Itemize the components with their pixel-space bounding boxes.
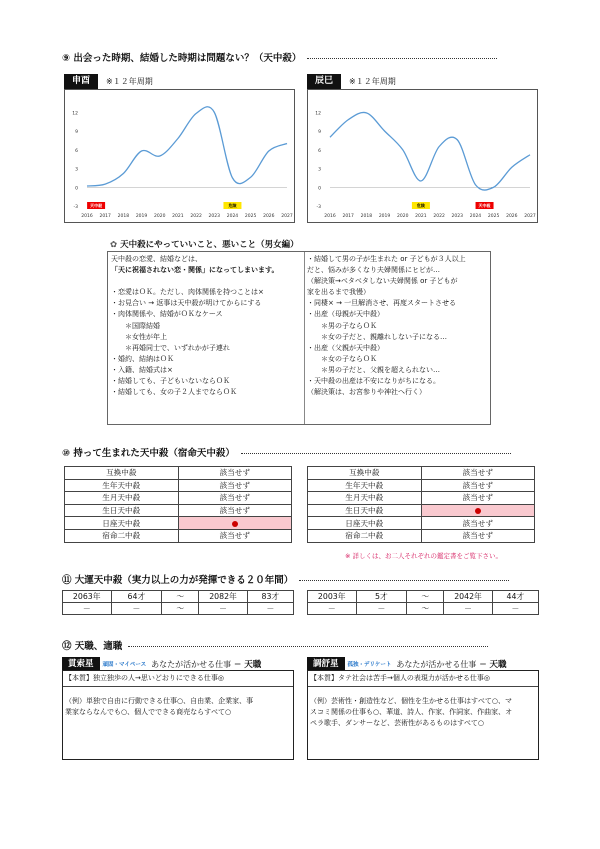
job-example-line: 業家ならなんでも○、個人でできる商売ならすべて○: [65, 708, 232, 716]
advice-line: ・婚約、結納はＯＫ: [111, 354, 174, 363]
table-row: [65, 529, 292, 542]
series-line: [87, 107, 287, 186]
x-tick-label: 2018: [360, 214, 373, 219]
advice-line: ・お見合い → 返事は天中殺が明けてからにする: [111, 299, 262, 308]
advice-left-column: [111, 254, 278, 398]
advice-line: 天中殺の恋愛、結婚などは、: [111, 255, 202, 263]
series-line: [330, 112, 530, 190]
advice-line: ＊男の子だと、父親を超えられない…: [307, 365, 440, 374]
job-right-text: あなたが活かせる仕事 ＝ 天職: [396, 660, 507, 670]
table-row: [65, 517, 292, 530]
x-tick-label: 2017: [342, 214, 354, 219]
x-tick-label: 2024: [226, 214, 239, 219]
job-left-header: [62, 657, 261, 671]
job-right-sub: 孤独・デリケート: [347, 662, 392, 668]
chart-right-note: ※１２年周期: [349, 77, 396, 86]
tenchusatsu-label: [87, 202, 105, 209]
advice-line: ＊女の子ならＯＫ: [307, 354, 377, 363]
x-tick-label: 2021: [415, 214, 427, 219]
tenchusatsu-name: 生年天中殺: [308, 479, 422, 492]
tenchusatsu-value: 該当せず: [421, 529, 535, 542]
advice-line: 家を出るまで我慢）: [307, 288, 370, 297]
advice-line: ・結婚しても、子どもいないならＯＫ: [111, 377, 230, 386]
chart-left: [64, 89, 295, 223]
y-tick-label: -3: [316, 205, 321, 210]
chart-left-tag: 申酉: [64, 74, 98, 89]
advice-line: ＊女性が年上: [111, 332, 167, 341]
table-row: [308, 603, 539, 615]
y-tick-label: 9: [75, 130, 78, 135]
advice-line: ・肉体関係や、結婚がＯＫなケース: [111, 310, 223, 319]
tenchusatsu-name: 生月天中殺: [65, 492, 179, 505]
tenchusatsu-name: 日座天中殺: [65, 517, 179, 530]
y-tick-label: 0: [318, 186, 321, 192]
y-tick-label: 6: [318, 148, 321, 154]
job-example-line: （例）単独で自由に行動できる仕事○、自由業、企業家、事: [65, 697, 254, 705]
tenchusatsu-name: 生日天中殺: [308, 504, 422, 517]
daiun-cell: －: [356, 603, 407, 615]
daiun-cell: 2082年: [199, 591, 248, 603]
advice-line: ・同棲× → 一旦解消させ、再度スタートさせる: [307, 299, 456, 308]
daiun-cell: ～: [407, 603, 444, 615]
y-tick-label: -3: [73, 205, 78, 210]
advice-line: ＊女の子だと、親離れしない子になる…: [307, 332, 447, 341]
job-right-star: 調舒星: [307, 657, 345, 671]
tenchusatsu-value: 該当せず: [421, 517, 535, 530]
tenchusatsu-name: 互換中殺: [308, 467, 422, 480]
tenchusatsu-name: 生年天中殺: [65, 479, 179, 492]
section-9-title: ⑨ 出会った時期、結婚した時期は問題ない？（天中殺）: [62, 50, 497, 64]
tenchusatsu-label: [476, 202, 494, 209]
daiun-cell: －: [308, 603, 357, 615]
x-tick-label: 2027: [281, 214, 293, 219]
daiun-cell: 44才: [492, 591, 538, 603]
table-row: [63, 591, 294, 603]
tenchusatsu-name: 宿命二中殺: [65, 529, 179, 542]
x-tick-label: 2027: [524, 214, 536, 219]
section-11-title: ⑪ 大運天中殺（実力以上の力が発揮できる２０年間）: [62, 572, 509, 586]
x-tick-label: 2024: [469, 214, 482, 219]
detail-note: ※ 詳しくは、お二人それぞれの鑑定書をご覧下さい。: [345, 552, 503, 560]
advice-line: ＊男の子ならＯＫ: [307, 321, 377, 330]
svg-text:天中殺: 天中殺: [90, 203, 103, 209]
birth-tenchusatsu-table-right: [307, 466, 535, 543]
chart-right-header: [307, 74, 396, 89]
birth-tenchusatsu-table-left: [64, 466, 292, 543]
tenchusatsu-value: 該当せず: [421, 492, 535, 505]
daiun-table-right: [307, 590, 539, 615]
job-left-star: 貫索星: [62, 657, 100, 671]
table-row: [65, 467, 292, 480]
daiun-cell: 5才: [356, 591, 407, 603]
y-tick-label: 9: [318, 130, 321, 135]
job-right-header: [307, 657, 507, 671]
advice-line: 「天に祝福されない恋・関係」になってしまいます。: [111, 266, 279, 275]
table-row: [308, 467, 535, 480]
tenchusatsu-value: 該当せず: [421, 467, 535, 480]
y-tick-label: 0: [75, 186, 78, 192]
daiun-cell: 83才: [247, 591, 293, 603]
chart-left-note: ※１２年周期: [106, 77, 153, 86]
advice-title: ✿ 天中殺にやっていいこと、悪いこと（男女編）: [110, 240, 299, 250]
table-row: [308, 504, 535, 517]
job-essence: 【本質】タテ社会は苦手→個人の表現力が活かせる仕事◎: [308, 672, 538, 687]
x-tick-label: 2022: [190, 214, 202, 219]
tenchusatsu-name: 宿命二中殺: [308, 529, 422, 542]
advice-line: （解決策は、お宮参りや神社へ行く）: [307, 388, 426, 397]
advice-line: ・結婚しても、女の子２人までならＯＫ: [111, 388, 237, 397]
job-left-box: [62, 670, 294, 760]
y-tick-label: 6: [75, 148, 78, 154]
daiun-cell: －: [63, 603, 112, 615]
x-tick-label: 2022: [433, 214, 445, 219]
daiun-cell: －: [199, 603, 248, 615]
daiun-cell: －: [247, 603, 293, 615]
x-tick-label: 2019: [135, 214, 148, 219]
table-row: [308, 479, 535, 492]
section-12-title: ⑫ 天職、適職: [62, 638, 488, 652]
tenchusatsu-value: 該当せず: [178, 467, 292, 480]
table-row: [65, 492, 292, 505]
x-tick-label: 2026: [263, 214, 275, 219]
daiun-cell: ～: [162, 591, 199, 603]
x-tick-label: 2025: [244, 214, 257, 219]
x-tick-label: 2025: [487, 214, 500, 219]
table-row: [308, 529, 535, 542]
job-left-sub: 頑固・マイペース: [102, 662, 147, 668]
daiun-cell: 2042年: [444, 591, 493, 603]
chart-left-header: [64, 74, 153, 89]
daiun-cell: 64才: [111, 591, 162, 603]
tenchusatsu-name: 生日天中殺: [65, 504, 179, 517]
advice-line: ＊再婚同士で、いずれかが子連れ: [111, 343, 230, 352]
kiken-label: [223, 202, 241, 209]
advice-line: だと、悩みが多くなり夫婦関係にヒビが…: [307, 266, 440, 275]
job-example-line: スコミ関係の仕事も○、華道、詩人、作家、作詞家、作曲家、オ: [310, 708, 513, 716]
x-tick-label: 2018: [117, 214, 130, 219]
tenchusatsu-value: 該当せず: [178, 492, 292, 505]
y-tick-label: 12: [72, 111, 78, 117]
svg-text:危険: 危険: [416, 203, 425, 209]
job-example-line: （例）芸術性・創造性など、個性を生かせる仕事はすべて○、マ: [310, 697, 512, 705]
x-tick-label: 2017: [99, 214, 111, 219]
daiun-cell: 2063年: [63, 591, 112, 603]
table-row: [63, 603, 294, 615]
table-row: [65, 504, 292, 517]
applicable-dot-icon: [232, 521, 238, 527]
x-tick-label: 2020: [397, 214, 409, 219]
advice-line: ＊国際結婚: [111, 321, 160, 330]
advice-line: ・天中殺の出産は不安になりがちになる。: [307, 377, 440, 386]
svg-text:危険: 危険: [228, 203, 237, 209]
daiun-cell: －: [444, 603, 493, 615]
x-tick-label: 2019: [378, 214, 391, 219]
job-left-text: あなたが活かせる仕事 ＝ 天職: [151, 660, 262, 670]
chart-left-svg: [65, 90, 294, 222]
y-tick-label: 3: [75, 167, 78, 173]
advice-line: ・恋愛はＯＫ。ただし、肉体関係を持つことは×: [111, 288, 264, 297]
applicable-cell: [421, 504, 535, 517]
advice-line: [111, 276, 278, 287]
tenchusatsu-value: 該当せず: [421, 479, 535, 492]
x-tick-label: 2023: [451, 214, 463, 219]
x-tick-label: 2020: [154, 214, 166, 219]
applicable-dot-icon: [475, 508, 481, 514]
flower-icon: ✿: [110, 240, 118, 250]
advice-box: [107, 251, 491, 425]
svg-text:天中殺: 天中殺: [478, 203, 491, 209]
tenchusatsu-value: 該当せず: [178, 529, 292, 542]
daiun-cell: －: [111, 603, 162, 615]
daiun-cell: ～: [407, 591, 444, 603]
table-row: [308, 591, 539, 603]
kiken-label: [412, 202, 430, 209]
daiun-cell: ～: [162, 603, 199, 615]
daiun-cell: 2003年: [308, 591, 357, 603]
job-example-line: ペラ歌手、ダンサーなど、芸術性があるものはすべて○: [310, 719, 485, 727]
tenchusatsu-name: 互換中殺: [65, 467, 179, 480]
advice-line: ・出産（母親が天中殺）: [307, 310, 384, 319]
daiun-table-left: [62, 590, 294, 615]
daiun-cell: －: [492, 603, 538, 615]
chart-right-svg: [308, 90, 537, 222]
tenchusatsu-value: 該当せず: [178, 479, 292, 492]
advice-line: ・出産（父親が天中殺）: [307, 343, 384, 352]
tenchusatsu-name: 日座天中殺: [308, 517, 422, 530]
advice-line: （解決策→ベタベタしない夫婦関係 or 子どもが: [307, 277, 458, 286]
advice-right-column: [307, 254, 466, 398]
table-row: [308, 492, 535, 505]
chart-right: [307, 89, 538, 223]
x-tick-label: 2016: [81, 214, 93, 219]
tenchusatsu-value: 該当せず: [178, 504, 292, 517]
x-tick-label: 2021: [172, 214, 184, 219]
y-tick-label: 3: [318, 167, 321, 173]
job-essence: 【本質】独立独歩の人→思いどおりにできる仕事◎: [63, 672, 293, 687]
y-tick-label: 12: [315, 111, 321, 117]
table-row: [65, 479, 292, 492]
x-tick-label: 2016: [324, 214, 336, 219]
chart-right-tag: 辰巳: [307, 74, 341, 89]
x-tick-label: 2023: [208, 214, 220, 219]
section-10-title: ⑩ 持って生まれた天中殺（宿命天中殺）: [62, 445, 511, 459]
advice-line: ・入籍、結婚式は×: [111, 365, 173, 374]
x-tick-label: 2026: [506, 214, 518, 219]
job-right-box: [307, 670, 539, 760]
applicable-cell: [178, 517, 292, 530]
advice-line: ・結婚して男の子が生まれた or 子どもが３人以上: [307, 255, 466, 263]
tenchusatsu-name: 生月天中殺: [308, 492, 422, 505]
table-row: [308, 517, 535, 530]
